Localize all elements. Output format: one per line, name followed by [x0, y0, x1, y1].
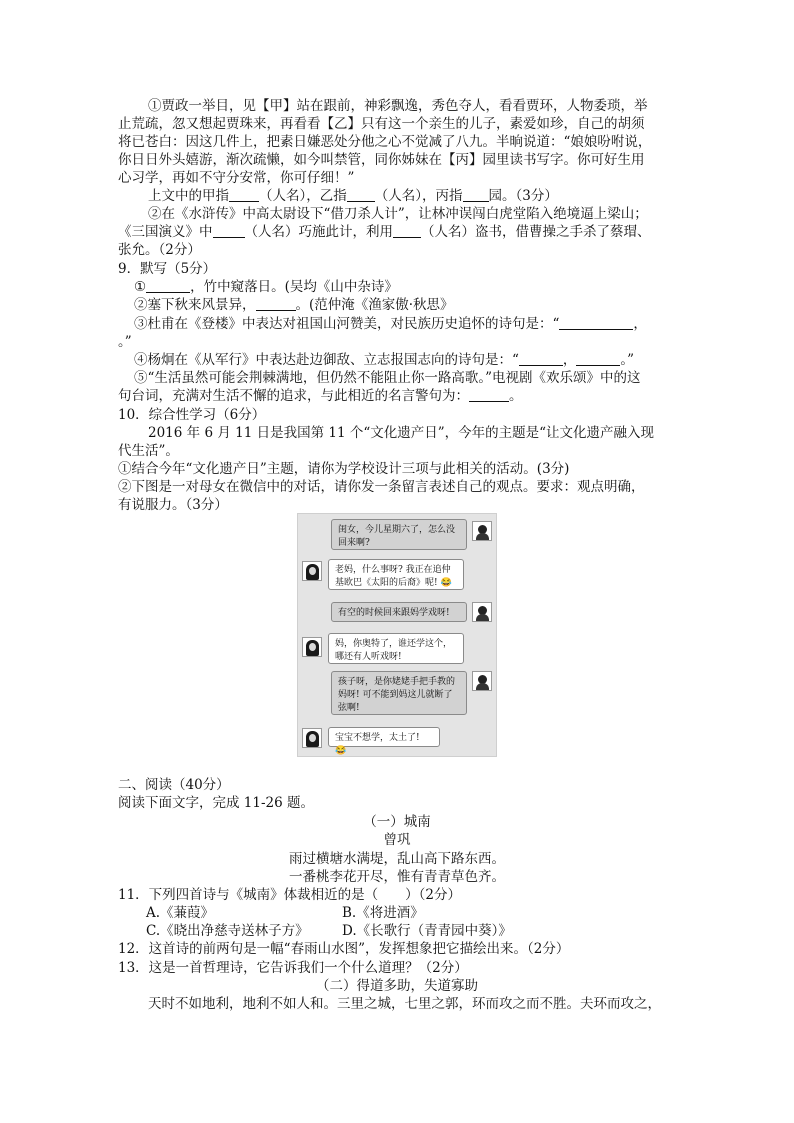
question-9-1 [134, 278, 694, 296]
daughter-avatar-icon [302, 561, 322, 581]
q8-1-text: 园。（3分） [488, 188, 558, 204]
question-9-5-line [118, 387, 678, 405]
answer-blank[interactable] [256, 297, 296, 311]
option-b: B.《将进酒》 [342, 905, 424, 921]
q9-2-text: 。(范仲淹《渔家傲·秋思》 [295, 297, 454, 313]
q9-4-text: ， [562, 352, 577, 368]
q8-1-text: （人名），丙指 [374, 188, 463, 204]
section-2-2-heading: （二）得道多助，失道寡助 [316, 978, 478, 994]
option-d: D.《长歌行（青青园中葵）》 [342, 923, 512, 939]
question-10-1: ①结合今年“文化遗产日”主题，请你为学校设计三项与此相关的活动。(3分) [118, 461, 570, 477]
question-10-2: ②下图是一对母女在微信中的对话，请你发一条留言表述自己的观点。要求：观点明确， [118, 479, 645, 495]
answer-blank[interactable] [393, 224, 421, 238]
passage-line: 天时不如地利，地利不如人和。三里之城，七里之郭，环而攻之而不胜。夫环而攻之， [148, 996, 661, 1012]
answer-blank[interactable] [469, 388, 509, 402]
q8-2-text: 《三国演义》中 [118, 224, 213, 240]
question-11: 11．下列四首诗与《城南》体裁相近的是（ ）（2分） [118, 887, 462, 903]
q9-5-text: 句台词，充满对生活不懈的追求，与此相近的名言警句为： [118, 388, 469, 404]
q9-3-text: ， [633, 316, 647, 332]
question-10-intro: 2016 年 6 月 11 日是我国第 11 个“文化遗产日”，今年的主题是“让文化遗产融入现 [148, 425, 655, 441]
question-8-2-line: ②在《水浒传》中高太尉设下“借刀杀人计”，让林冲误闯白虎堂陷入绝境逼上梁山； [148, 206, 648, 222]
chat-bubble-daughter: 老妈，什么事呀? 我正在追仲基欧巴《太阳的后裔》呢! 😂 [328, 559, 464, 590]
poem-heading: （一）城南 [363, 814, 431, 830]
q9-1-text: ① [134, 279, 147, 295]
question-9-title: 9．默写（5分） [118, 261, 217, 277]
answer-blank[interactable] [146, 279, 190, 293]
daughter-avatar-icon [302, 637, 322, 657]
chat-bubble-mother: 孩子呀，是你姥姥手把手教的妈呀! 可不能到妈这儿就断了弦啊! [331, 671, 467, 715]
poem-line: 雨过横塘水满堤，乱山高下路东西。 [289, 851, 505, 867]
mother-avatar-icon [472, 671, 492, 691]
answer-blank[interactable] [213, 224, 245, 238]
q8-1-text: （人名），乙指 [259, 188, 347, 204]
answer-blank[interactable] [519, 352, 563, 366]
q9-5-text: 。 [509, 388, 523, 404]
passage-line: ①贾政一举目，见【甲】站在跟前，神彩飘逸，秀色夺人，看看贾环，人物委琐，举 [148, 98, 648, 114]
passage-line: 将已苍白：因这几件上，把素日嫌恶处分他之心不觉减了八九。半晌说道：“娘娘吩咐说， [118, 134, 652, 150]
mother-avatar-icon [472, 521, 492, 541]
q9-4-text: 。” [620, 352, 635, 368]
question-8-1 [148, 187, 708, 205]
question-8-2-line: 张允。（2分） [118, 242, 201, 258]
q8-2-text: （人名）盗书，借曹操之手杀了蔡瑁、 [421, 224, 651, 240]
question-12: 12．这首诗的前两句是一幅“春雨山水图”，发挥想象把它描绘出来。（2分） [118, 941, 570, 957]
option-a: A.《蒹葭》 [146, 905, 215, 921]
question-13: 13．这是一首哲理诗，它告诉我们一个什么道理？（2分） [118, 960, 468, 976]
passage-line: 心习学，再如不守分安常，你可仔细！” [118, 170, 355, 186]
passage-line: 止荒疏，忽又想起贾珠来，再看看【乙】只有这一个亲生的儿子，素爱如珍，自己的胡须 [118, 116, 645, 132]
chat-bubble-daughter: 宝宝不想学，太土了! 😂 [328, 727, 440, 747]
section-2-intro: 阅读下面文字，完成 11-26 题。 [118, 795, 315, 811]
question-10-title: 10．综合性学习（6分） [118, 407, 266, 423]
answer-blank[interactable] [229, 188, 259, 202]
section-2-title: 二、阅读（40分） [118, 777, 230, 793]
answer-blank[interactable] [576, 352, 620, 366]
answer-blank[interactable] [347, 188, 375, 202]
passage-line: 你日日外头嬉游，渐次疏懒，如今叫禁管，同你姊妹在【丙】园里读书写字。你可好生用 [118, 152, 645, 168]
chat-bubble-mother: 闺女，今儿星期六了，怎么没回来啊? [331, 519, 467, 550]
q9-2-text: ②塞下秋来风景异， [134, 297, 256, 313]
question-9-2 [134, 296, 694, 314]
mother-avatar-icon [472, 602, 492, 622]
q8-2-text: （人名）巧施此计，利用 [244, 224, 393, 240]
q9-1-text: ，竹中窥落日。(吴均《山中杂诗》 [190, 279, 398, 295]
question-8-2-line [118, 223, 678, 241]
question-9-3-end: 。” [118, 334, 132, 350]
q8-1-text: 上文中的甲指 [148, 188, 229, 204]
question-9-3 [134, 315, 694, 333]
q9-4-text: ④杨炯在《从军行》中表达赴边御敌、立志报国志向的诗句是：“ [134, 352, 519, 368]
question-9-5-line: ⑤“生活虽然可能会荆棘满地，但仍然不能阻止你一路高歌。”电视剧《欢乐颂》中的这 [134, 370, 641, 386]
question-9-4 [134, 351, 694, 369]
question-10-2: 有说服力。（3分） [118, 497, 228, 513]
wechat-dialogue-image [297, 513, 497, 757]
question-10-intro: 代生活”。 [118, 443, 179, 459]
q9-3-text: ③杜甫在《登楼》中表达对祖国山河赞美，对民族历史追怀的诗句是：“ [134, 316, 560, 332]
chat-bubble-mother: 有空的时候回来跟妈学戏呀! [331, 602, 467, 622]
answer-blank[interactable] [559, 316, 633, 330]
poem-line: 一番桃李花开尽，惟有青青草色齐。 [289, 869, 505, 885]
answer-blank[interactable] [463, 188, 489, 202]
poem-author: 曾巩 [383, 832, 411, 848]
chat-bubble-daughter: 妈，你奥特了，谁还学这个，哪还有人听戏呀! [328, 633, 464, 664]
option-c: C.《晓出净慈寺送林子方》 [146, 923, 309, 939]
daughter-avatar-icon [302, 728, 322, 748]
